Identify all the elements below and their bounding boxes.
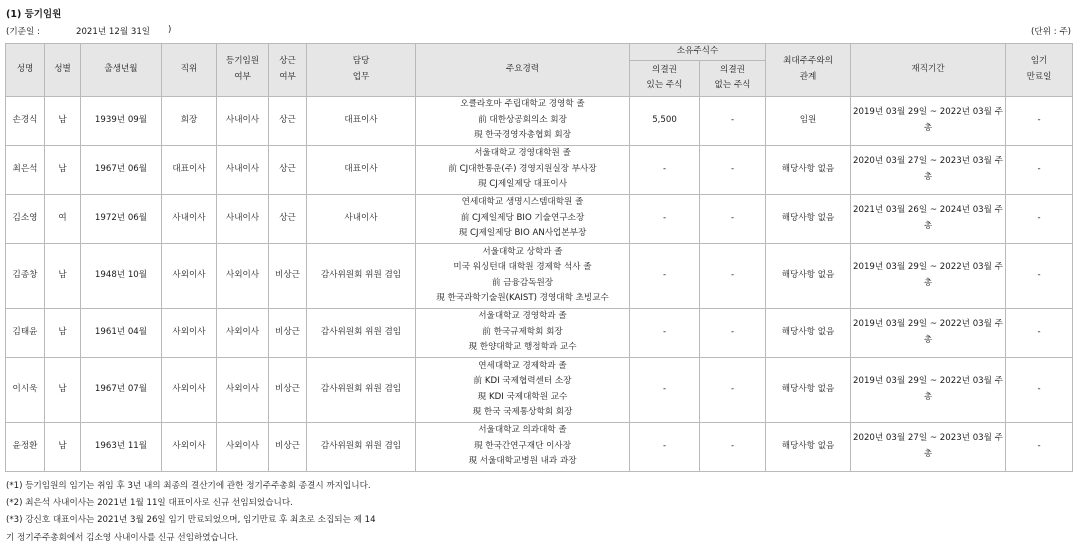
- cell-registered: 사외이사: [217, 243, 269, 308]
- cell-relation: 임원: [766, 96, 851, 145]
- cell-name: 이시욱: [6, 357, 45, 422]
- cell-duty: 감사위원회 위원 겸임: [307, 308, 416, 357]
- career-line: 現 한국 국제통상학회 회장: [472, 407, 573, 417]
- cell-fulltime: 비상근: [269, 422, 307, 471]
- cell-gender: 남: [45, 308, 81, 357]
- cell-fulltime: 비상근: [269, 308, 307, 357]
- header-nonvoting: [700, 60, 766, 96]
- cell-duty: 사내이사: [307, 194, 416, 243]
- cell-tenure: 2019년 03월 29일 ~ 2022년 03월 주총: [851, 357, 1006, 422]
- cell-fulltime: 상근: [269, 145, 307, 194]
- header-registered-line1: 등기임원: [225, 56, 260, 67]
- cell-position: 사외이사: [162, 357, 217, 422]
- table-row: [6, 243, 1073, 308]
- header-fulltime-line2: 여부: [279, 71, 296, 82]
- career-line: 서울대학교 의과대학 졸: [478, 425, 567, 436]
- career-line: 前 KDI 국제협력센터 소장: [473, 376, 572, 386]
- career-line: 前 한국규제학회 회장: [482, 326, 563, 337]
- career-line: 서울대학교 상학과 졸: [482, 246, 563, 257]
- footnote-3-continued: 기 정기주주총회에서 김소영 사내이사를 신규 선임하였습니다.: [6, 532, 239, 543]
- cell-birth: 1948년 10월: [81, 243, 162, 308]
- executives-table: [5, 43, 1073, 472]
- cell-expiry: -: [1006, 96, 1073, 145]
- cell-name: 김태윤: [6, 308, 45, 357]
- cell-career: [416, 357, 630, 422]
- career-line: 前 금융감독원장: [491, 277, 554, 288]
- header-registered-line2: 여부: [234, 71, 251, 82]
- cell-tenure: 2021년 03월 26일 ~ 2024년 03월 주총: [851, 194, 1006, 243]
- cell-registered: 사내이사: [217, 145, 269, 194]
- cell-registered: 사외이사: [217, 422, 269, 471]
- header-relation-line2: 관계: [799, 71, 817, 82]
- footnotes: [6, 478, 376, 547]
- career-line: 연세대학교 생명시스템대학원 졸: [461, 197, 584, 208]
- cell-position: 사외이사: [162, 243, 217, 308]
- cell-nonvoting-shares: -: [700, 422, 766, 471]
- header-duty: [307, 44, 416, 97]
- cell-name: 김종창: [6, 243, 45, 308]
- header-duty-line1: 담당: [352, 56, 370, 67]
- base-date-label: (기준일 :: [6, 27, 40, 37]
- cell-expiry: -: [1006, 243, 1073, 308]
- cell-registered: 사외이사: [217, 308, 269, 357]
- cell-expiry: -: [1006, 357, 1073, 422]
- cell-nonvoting-shares: -: [700, 357, 766, 422]
- career-line: 現 한국과학기술원(KAIST) 경영대학 초빙교수: [436, 293, 609, 303]
- header-nonvoting-line1: 의결권: [720, 64, 745, 75]
- cell-gender: 남: [45, 422, 81, 471]
- cell-relation: 해당사항 없음: [766, 145, 851, 194]
- cell-career: [416, 243, 630, 308]
- cell-registered: 사내이사: [217, 96, 269, 145]
- header-duty-line2: 업무: [352, 71, 370, 82]
- header-birth: 출생년월: [81, 44, 162, 97]
- cell-duty: 대표이사: [307, 96, 416, 145]
- cell-registered: 사내이사: [217, 194, 269, 243]
- career-line: 연세대학교 경제학과 졸: [478, 360, 567, 371]
- career-line: 서울대학교 경영대학원 졸: [474, 148, 571, 159]
- cell-career: [416, 422, 630, 471]
- cell-nonvoting-shares: -: [700, 194, 766, 243]
- cell-relation: 해당사항 없음: [766, 243, 851, 308]
- header-fulltime-line1: 상근: [279, 56, 296, 67]
- header-voting-line2: 있는 주식: [646, 80, 683, 90]
- career-line: 現 한양대학교 행정학과 교수: [468, 342, 577, 353]
- header-voting: [630, 60, 700, 96]
- career-line: 現 한국경영자총협회 회장: [473, 130, 572, 141]
- header-career: 주요경력: [416, 44, 630, 97]
- cell-name: 윤정환: [6, 422, 45, 471]
- cell-relation: 해당사항 없음: [766, 308, 851, 357]
- cell-career: [416, 194, 630, 243]
- header-gender: 성별: [45, 44, 81, 97]
- cell-nonvoting-shares: -: [700, 243, 766, 308]
- footnote-1: (*1) 등기임원의 임기는 취임 후 3년 내의 최종의 결산기에 관한 정기주주총회 종결시 까지입니다.: [6, 481, 371, 491]
- cell-position: 대표이사: [162, 145, 217, 194]
- cell-duty: 감사위원회 위원 겸임: [307, 422, 416, 471]
- cell-career: [416, 145, 630, 194]
- cell-fulltime: 비상근: [269, 357, 307, 422]
- table-row: [6, 194, 1073, 243]
- cell-expiry: -: [1006, 308, 1073, 357]
- cell-voting-shares: -: [630, 243, 700, 308]
- cell-position: 회장: [162, 96, 217, 145]
- header-expiry-line1: 임기: [1030, 56, 1048, 67]
- cell-birth: 1967년 06월: [81, 145, 162, 194]
- cell-career: [416, 308, 630, 357]
- cell-position: 사외이사: [162, 308, 217, 357]
- base-date-value: 2021년 12월 31일: [76, 27, 151, 37]
- cell-birth: 1963년 11월: [81, 422, 162, 471]
- cell-gender: 남: [45, 96, 81, 145]
- header-tenure: 재직기간: [851, 44, 1006, 97]
- cell-expiry: -: [1006, 145, 1073, 194]
- cell-birth: 1967년 07월: [81, 357, 162, 422]
- cell-birth: 1961년 04월: [81, 308, 162, 357]
- career-line: 現 한국간연구재단 이사장: [473, 440, 572, 451]
- cell-gender: 남: [45, 145, 81, 194]
- career-line: 미국 워싱턴대 대학원 경제학 석사 졸: [453, 262, 592, 272]
- cell-voting-shares: -: [630, 357, 700, 422]
- header-expiry: [1006, 44, 1073, 97]
- footnote-2: (*2) 최은석 사내이사는 2021년 1월 11일 대표이사로 신규 선임되었습니다.: [6, 498, 293, 509]
- cell-fulltime: 상근: [269, 96, 307, 145]
- cell-gender: 남: [45, 243, 81, 308]
- cell-career: [416, 96, 630, 145]
- cell-name: 최은석: [6, 145, 45, 194]
- cell-registered: 사외이사: [217, 357, 269, 422]
- career-line: 前 CJ대한통운(주) 경영지원실장 부사장: [448, 163, 597, 174]
- cell-tenure: 2019년 03월 29일 ~ 2022년 03월 주총: [851, 96, 1006, 145]
- cell-nonvoting-shares: -: [700, 145, 766, 194]
- header-voting-line1: 의결권: [652, 64, 677, 75]
- cell-relation: 해당사항 없음: [766, 357, 851, 422]
- cell-nonvoting-shares: -: [700, 96, 766, 145]
- career-line: 오클라호마 주립대학교 경영학 졸: [460, 99, 585, 110]
- career-line: 前 대한상공회의소 회장: [478, 114, 567, 125]
- header-relation-line1: 최대주주와의: [783, 56, 833, 67]
- cell-expiry: -: [1006, 194, 1073, 243]
- cell-relation: 해당사항 없음: [766, 422, 851, 471]
- cell-voting-shares: -: [630, 308, 700, 357]
- table-row: [6, 308, 1073, 357]
- footnote-3: (*3) 강신호 대표이사는 2021년 3월 26일 임기 만료되었으며, 임기만료 후 최초로 소집되는 제 14: [6, 515, 376, 526]
- base-date-close: ): [168, 25, 172, 35]
- header-shares: 소유주식수: [630, 44, 766, 61]
- cell-tenure: 2019년 03월 29일 ~ 2022년 03월 주총: [851, 243, 1006, 308]
- cell-birth: 1939년 09월: [81, 96, 162, 145]
- section-title: (1) 등기임원: [6, 9, 62, 20]
- unit-label: (단위 : 주): [1031, 27, 1071, 37]
- header-nonvoting-line2: 없는 주식: [714, 80, 751, 90]
- cell-voting-shares: -: [630, 422, 700, 471]
- career-line: 現 서울대학교병원 내과 과장: [468, 456, 577, 467]
- career-line: 現 CJ제일제당 대표이사: [477, 179, 567, 190]
- header-fulltime: [269, 44, 307, 97]
- cell-relation: 해당사항 없음: [766, 194, 851, 243]
- cell-fulltime: 비상근: [269, 243, 307, 308]
- header-expiry-line2: 만료일: [1026, 71, 1052, 82]
- cell-name: 김소영: [6, 194, 45, 243]
- table-row: [6, 357, 1073, 422]
- header-name: 성명: [6, 44, 45, 97]
- table-body: [6, 96, 1073, 471]
- cell-duty: 감사위원회 위원 겸임: [307, 243, 416, 308]
- header-position: 직위: [162, 44, 217, 97]
- cell-duty: 감사위원회 위원 겸임: [307, 357, 416, 422]
- career-line: 서울대학교 경영학과 졸: [478, 311, 567, 322]
- header-registered: [217, 44, 269, 97]
- cell-tenure: 2020년 03월 27일 ~ 2023년 03월 주총: [851, 145, 1006, 194]
- cell-voting-shares: -: [630, 194, 700, 243]
- cell-birth: 1972년 06월: [81, 194, 162, 243]
- table-row: [6, 422, 1073, 471]
- career-line: 現 CJ제일제당 BIO AN사업본부장: [458, 228, 587, 239]
- header-relation: [766, 44, 851, 97]
- cell-expiry: -: [1006, 422, 1073, 471]
- cell-fulltime: 상근: [269, 194, 307, 243]
- career-line: 前 CJ제일제당 BIO 기술연구소장: [460, 212, 585, 223]
- cell-duty: 대표이사: [307, 145, 416, 194]
- cell-tenure: 2020년 03월 27일 ~ 2023년 03월 주총: [851, 422, 1006, 471]
- cell-nonvoting-shares: -: [700, 308, 766, 357]
- cell-name: 손경식: [6, 96, 45, 145]
- cell-position: 사내이사: [162, 194, 217, 243]
- table-row: [6, 96, 1073, 145]
- table-row: [6, 145, 1073, 194]
- base-date-line: [6, 25, 1071, 37]
- cell-position: 사외이사: [162, 422, 217, 471]
- cell-tenure: 2019년 03월 29일 ~ 2022년 03월 주총: [851, 308, 1006, 357]
- cell-voting-shares: -: [630, 145, 700, 194]
- cell-voting-shares: 5,500: [630, 96, 700, 145]
- career-line: 現 KDI 국제대학원 교수: [477, 391, 568, 402]
- cell-gender: 여: [45, 194, 81, 243]
- cell-gender: 남: [45, 357, 81, 422]
